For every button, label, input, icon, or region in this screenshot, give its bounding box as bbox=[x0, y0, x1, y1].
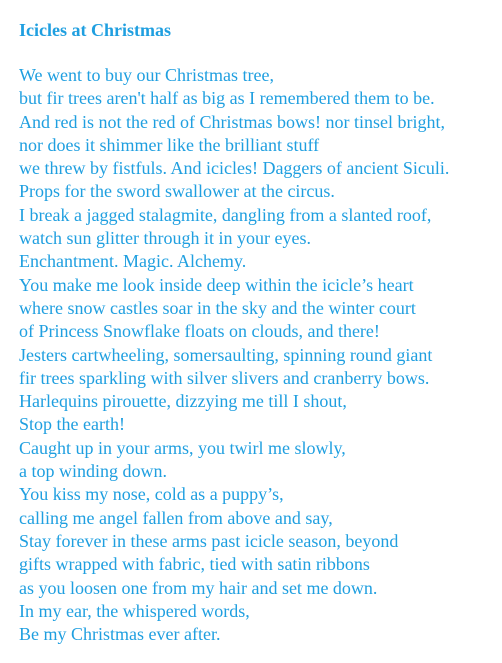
poem-line: calling me angel fallen from above and say, bbox=[19, 507, 333, 528]
poem-line: watch sun glitter through it in your eyes. bbox=[19, 228, 311, 249]
poem-line: In my ear, the whispered words, bbox=[19, 600, 250, 621]
poem-line: but fir trees aren't half as big as I remembered them to be. bbox=[19, 88, 435, 109]
poem-line: Props for the sword swallower at the circus. bbox=[19, 181, 335, 202]
poem-title: Icicles at Christmas bbox=[19, 20, 171, 40]
poem-line: nor does it shimmer like the brilliant stuff bbox=[19, 134, 320, 155]
poem-line: Jesters cartwheeling, somersaulting, spinning round giant bbox=[19, 344, 433, 365]
poem-line: You kiss my nose, cold as a puppy’s, bbox=[19, 484, 284, 505]
poem-line: of Princess Snowflake floats on clouds, and there! bbox=[19, 321, 380, 342]
poem-line: I break a jagged stalagmite, dangling from a slanted roof, bbox=[19, 204, 432, 225]
poem-line: And red is not the red of Christmas bows! nor tinsel bright, bbox=[19, 111, 445, 132]
poem-line: fir trees sparkling with silver slivers and cranberry bows. bbox=[19, 367, 430, 388]
poem-line: we threw by fistfuls. And icicles! Daggers of ancient Siculi. bbox=[19, 158, 450, 179]
poem-body bbox=[19, 64, 502, 646]
poem-line: Be my Christmas ever after. bbox=[19, 624, 221, 645]
poem-line: We went to buy our Christmas tree, bbox=[19, 65, 274, 85]
poem-line: as you loosen one from my hair and set me down. bbox=[19, 577, 378, 598]
poem-line: Stay forever in these arms past icicle season, beyond bbox=[19, 530, 399, 551]
poem-line: Harlequins pirouette, dizzying me till I shout, bbox=[19, 391, 347, 412]
poem-line: a top winding down. bbox=[19, 461, 167, 482]
poem-line: gifts wrapped with fabric, tied with satin ribbons bbox=[19, 554, 370, 575]
poem-line: where snow castles soar in the sky and the winter court bbox=[19, 297, 416, 318]
poem-line: You make me look inside deep within the icicle’s heart bbox=[19, 274, 414, 295]
poem-line: Enchantment. Magic. Alchemy. bbox=[19, 251, 247, 272]
poem-line: Stop the earth! bbox=[19, 414, 125, 435]
poem-line: Caught up in your arms, you twirl me slowly, bbox=[19, 437, 346, 458]
